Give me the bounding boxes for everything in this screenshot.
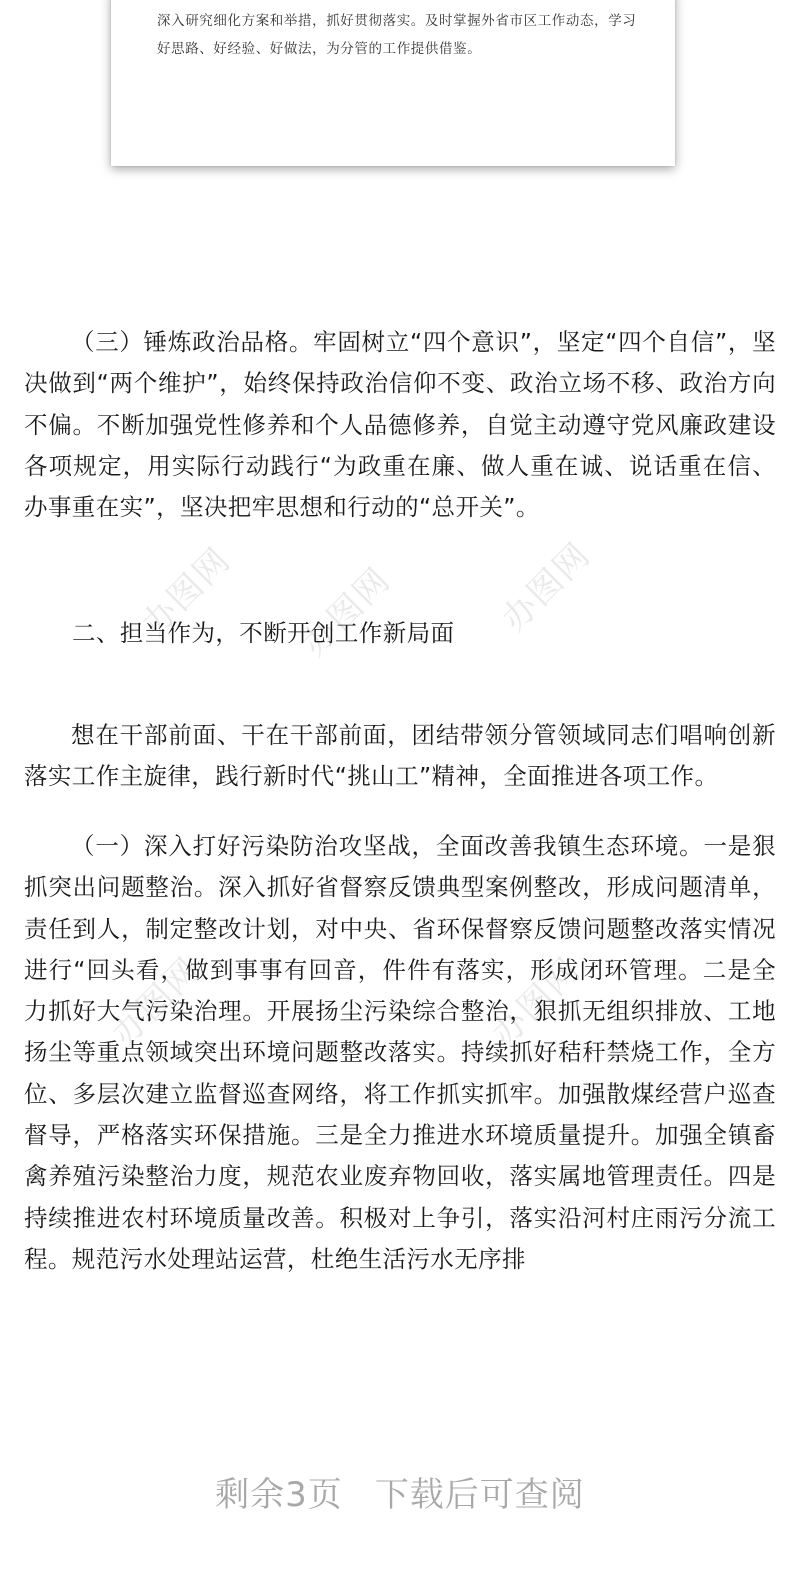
preview-text: 深入研究细化方案和举措，抓好贯彻落实。及时掌握外省市区工作动态，学习好思路、好经验、好做法，为分管的工作提供借鉴。 [157, 13, 637, 57]
section-heading: 二、担当作为，不断开创工作新局面 [72, 619, 455, 647]
remaining-pages-label: 剩余3页 [215, 1475, 343, 1515]
watermark: 办图网 [134, 539, 239, 645]
section-political-character: （三）锤炼政治品格。牢固树立“四个意识”，坚定“四个自信”，坚决做到“两个维护”，始终保持政治信仰不变、政治立场不移、政治方向不偏。不断加强党性修养和个人品德修养，自觉主动遵守党风廉政建设各项规定，用实际行动践行“为政重在廉、做人重在诚、说话重在信、办事重在实”，坚决把牢思想和行动的“总开关”。 [24, 328, 776, 522]
download-to-view-label: 下载后可查阅 [374, 1475, 585, 1515]
watermark: 办图网 [104, 949, 209, 1055]
watermark: 办图网 [494, 534, 599, 640]
remaining-pages-notice[interactable] [0, 1467, 800, 1516]
watermark: 办图网 [484, 949, 589, 1055]
watermark: 办图网 [294, 559, 399, 665]
intro-paragraph: 想在干部前面、干在干部前面，团结带领分管领域同志们唱响创新落实工作主旋律，践行新时代“挑山工”精神，全面推进各项工作。 [24, 721, 776, 791]
environment-paragraph: （一）深入打好污染防治攻坚战，全面改善我镇生态环境。一是狠抓突出问题整治。深入抓好省督察反馈典型案例整改，形成问题清单，责任到人，制定整改计划，对中央、省环保督察反馈问题整改落实情况进行“回头看，做到事事有回音，件件有落实，形成闭环管理。二是全力抓好大气污染治理。开展扬尘污染综合整治，狠抓无组织排放、工地扬尘等重点领域突出环境问题整改落实。持续抓好秸秆禁烧工作，全方位、多层次建立监督巡查网络，将工作抓实抓牢。加强散煤经营户巡查督导，严格落实环保措施。三是全力推进水环境质量提升。加强全镇畜禽养殖污染整治力度，规范农业废弃物回收，落实属地管理责任。四是持续推进农村环境质量改善。积极对上争引，落实沿河村庄雨污分流工程。规范污水处理站运营，杜绝生活污水无序排 [24, 832, 776, 1273]
page-preview-card [111, 0, 675, 166]
